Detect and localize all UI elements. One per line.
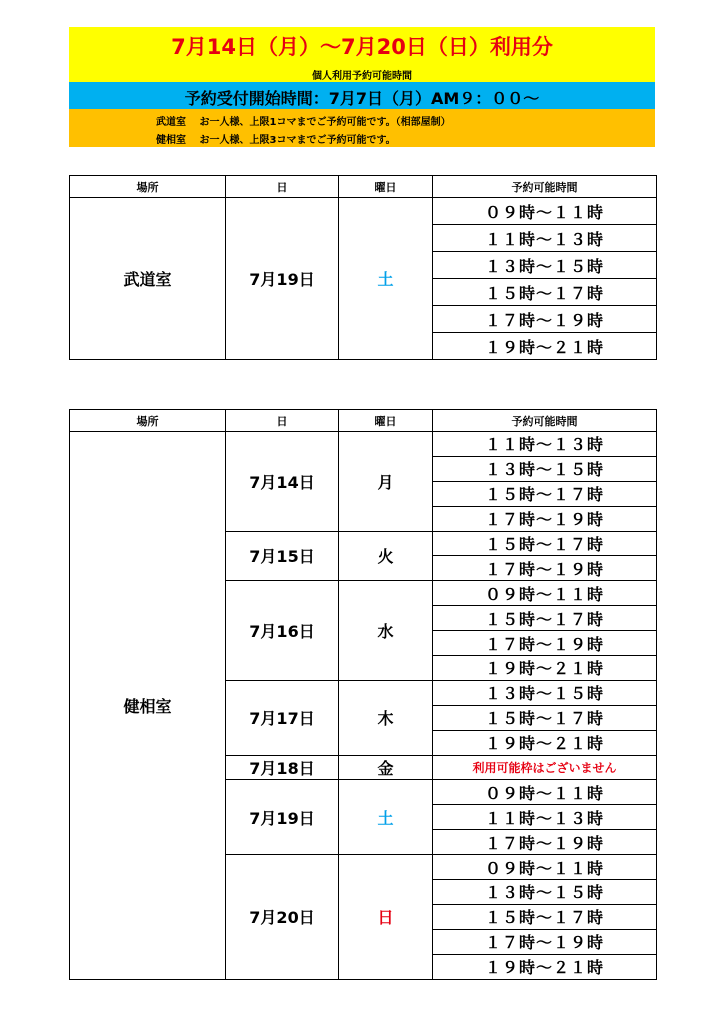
col-header-weekday: 曜日 <box>339 410 433 432</box>
date-cell: 7月19日 <box>226 780 339 855</box>
place-cell: 健相室 <box>70 432 226 980</box>
col-header-slots: 予約可能時間 <box>433 410 657 432</box>
weekday-cell: 水 <box>339 581 433 681</box>
note-budo: 武道室 お一人様、上限1コマまでご予約可能です。（相部屋制） <box>156 117 451 128</box>
time-slot: １７時～１９時 <box>433 631 657 656</box>
budo-schedule-table <box>69 175 657 360</box>
table-row <box>70 432 657 457</box>
time-slot: １５時～１７時 <box>433 705 657 730</box>
weekday-cell: 木 <box>339 680 433 755</box>
note-kenso: 健相室 お一人様、上限3コマまでご予約可能です。 <box>156 135 396 146</box>
col-header-date: 日 <box>226 176 339 198</box>
col-header-place: 場所 <box>70 410 226 432</box>
no-slots-message: 利用可能枠はございません <box>433 755 657 780</box>
time-slot: １３時～１５時 <box>433 880 657 905</box>
time-slot: １１時～１３時 <box>433 225 657 252</box>
table-header-row <box>70 410 657 432</box>
time-slot: １５時～１７時 <box>433 606 657 631</box>
time-slot: １７時～１９時 <box>433 556 657 581</box>
col-header-slots: 予約可能時間 <box>433 176 657 198</box>
weekday-cell: 土 <box>339 780 433 855</box>
time-slot: １９時～２１時 <box>433 333 657 360</box>
time-slot: １７時～１９時 <box>433 506 657 531</box>
time-slot: ０９時～１１時 <box>433 855 657 880</box>
date-cell: 7月15日 <box>226 531 339 581</box>
time-slot: １９時～２１時 <box>433 656 657 681</box>
page-subtitle: 個人利用予約可能時間 <box>312 71 412 82</box>
weekday-cell: 月 <box>339 432 433 532</box>
time-slot: １９時～２１時 <box>433 730 657 755</box>
time-slot: １３時～１５時 <box>433 456 657 481</box>
time-slot: １５時～１７時 <box>433 279 657 306</box>
date-cell: 7月19日 <box>226 198 339 360</box>
time-slot: １３時～１５時 <box>433 252 657 279</box>
time-slot: １７時～１９時 <box>433 306 657 333</box>
col-header-date: 日 <box>226 410 339 432</box>
date-cell: 7月18日 <box>226 755 339 780</box>
time-slot: １７時～１９時 <box>433 830 657 855</box>
page-title: 7月14日（月）～7月20日（日）利用分 <box>171 35 553 59</box>
time-slot: １３時～１５時 <box>433 680 657 705</box>
notes-banner <box>69 109 655 147</box>
title-banner <box>69 27 655 82</box>
col-header-weekday: 曜日 <box>339 176 433 198</box>
time-slot: １１時～１３時 <box>433 432 657 457</box>
weekday-cell: 金 <box>339 755 433 780</box>
date-cell: 7月17日 <box>226 680 339 755</box>
kenso-schedule-table <box>69 409 657 980</box>
time-slot: １９時～２１時 <box>433 954 657 979</box>
date-cell: 7月20日 <box>226 855 339 979</box>
time-slot: １７時～１９時 <box>433 929 657 954</box>
time-slot: １５時～１７時 <box>433 481 657 506</box>
time-slot: ０９時～１１時 <box>433 581 657 606</box>
date-cell: 7月14日 <box>226 432 339 532</box>
time-slot: １１時～１３時 <box>433 805 657 830</box>
weekday-cell: 日 <box>339 855 433 979</box>
open-time-text: 予約受付開始時間：7月7日（月）AM９：００～ <box>184 89 540 108</box>
table-row <box>70 198 657 225</box>
time-slot: ０９時～１１時 <box>433 198 657 225</box>
place-cell: 武道室 <box>70 198 226 360</box>
col-header-place: 場所 <box>70 176 226 198</box>
open-time-banner <box>69 82 655 109</box>
time-slot: １５時～１７時 <box>433 531 657 556</box>
time-slot: １５時～１７時 <box>433 904 657 929</box>
table-header-row <box>70 176 657 198</box>
time-slot: ０９時～１１時 <box>433 780 657 805</box>
weekday-cell: 土 <box>339 198 433 360</box>
weekday-cell: 火 <box>339 531 433 581</box>
date-cell: 7月16日 <box>226 581 339 681</box>
